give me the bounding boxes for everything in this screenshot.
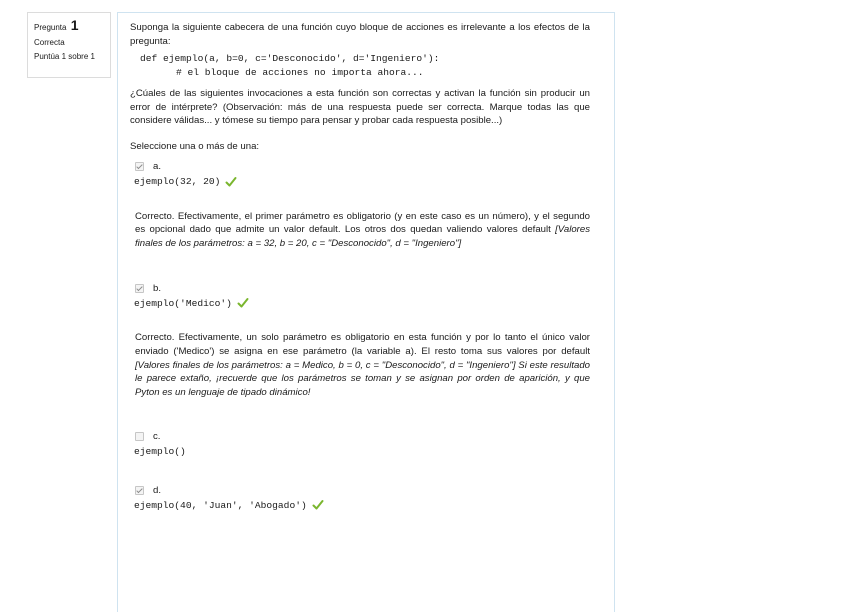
question-state: Correcta (34, 37, 65, 47)
question-label: Pregunta (34, 23, 67, 32)
option-a-feedback-text: Correcto. Efectivamente, el primer parámetro es obligatorio (y en este caso es un número), y el segundo es opcional dado que admite un valor default. Los otros dos quedan valiendo valores default (135, 210, 590, 236)
question-text: ¿Cúales de las siguientes invocaciones a esta función son correctas y activan la función sin producir un error de intérprete? (Observación: más de una respuesta puede ser correcta. Marque todas las que considere válidas... y tómese su tiempo para pensar y probar cada respuesta posible...) (130, 88, 590, 127)
option-b-feedback-text: Correcto. Efectivamente, un solo parámetro es obligatorio en esta función y por lo tanto el único valor enviado ('Medico') se asigna en ese parámetro (la variable a). El resto toma sus valores por default (135, 332, 590, 357)
code-line-2: # el bloque de acciones no importa ahora... (176, 66, 424, 78)
question-intro: Suponga la siguiente cabecera de una función cuyo bloque de acciones es irrelevante a los efectos de la pregunta: (130, 22, 590, 47)
option-a-letter: a. (153, 160, 162, 172)
option-d-code: ejemplo(40, 'Juan', 'Abogado') (134, 499, 307, 511)
question-info-panel (27, 12, 111, 78)
code-line-1: def ejemplo(a, b=0, c='Desconocido', d='Ingeniero'): (140, 53, 440, 65)
option-c-checkbox[interactable] (135, 432, 144, 441)
option-a-checkbox[interactable] (135, 162, 144, 171)
question-content (117, 12, 615, 612)
option-c-code: ejemplo() (134, 445, 186, 457)
option-d-checkbox[interactable] (135, 486, 144, 495)
option-b-letter: b. (153, 282, 162, 294)
option-c-letter: c. (153, 430, 161, 442)
answer-option-b (130, 281, 590, 399)
option-b-feedback (135, 331, 590, 399)
answer-option-a (130, 160, 590, 251)
question-number-value: 1 (70, 17, 79, 33)
question-grade: Puntúa 1 sobre 1 (34, 52, 95, 62)
option-a-code: ejemplo(32, 20) (134, 175, 221, 187)
option-b-feedback-detail: [Valores finales de los parámetros: a = Medico, b = 0, c = "Desconocido", d = "Ingeniero"] Si este resultado le parece extaño, ¡recuerde que los parámetros se toman y se asignan por orden de aparición, y que Pyton es un lenguaje de tipado dinámico! (135, 359, 590, 398)
option-b-code: ejemplo('Medico') (134, 297, 232, 309)
check-icon (312, 499, 324, 511)
option-a-feedback (135, 210, 590, 251)
option-d-letter: d. (153, 484, 162, 496)
check-icon (237, 297, 249, 309)
check-icon (225, 176, 237, 188)
answer-option-c (130, 429, 590, 459)
option-a-feedback-detail: [Valores finales de los parámetros: a = 32, b = 20, c = "Desconocido", d = "Ingeniero"] (135, 224, 590, 249)
answer-option-d (130, 483, 590, 513)
question-number (34, 17, 104, 34)
option-b-checkbox[interactable] (135, 284, 144, 293)
answer-prompt: Seleccione una o más de una: (130, 140, 260, 152)
